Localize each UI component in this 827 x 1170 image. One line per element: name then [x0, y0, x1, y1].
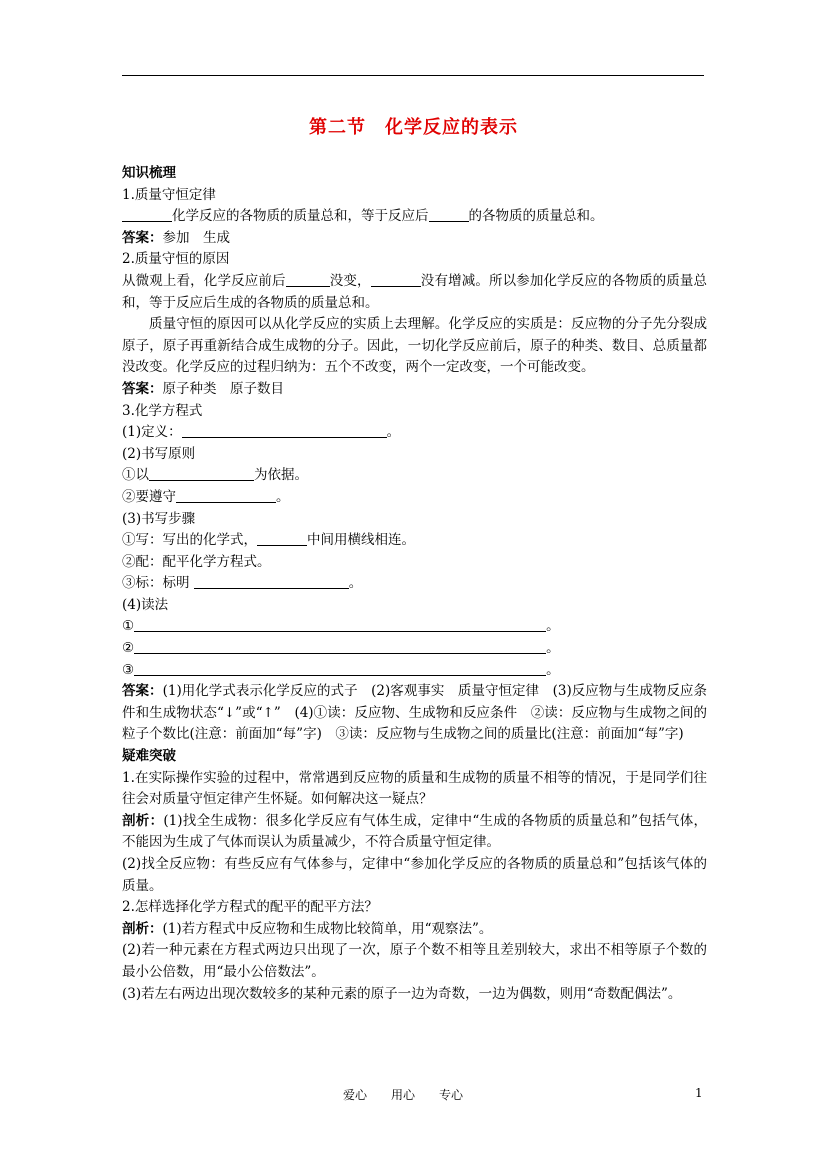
k3-heading: 3.化学方程式: [122, 402, 203, 419]
blank: [122, 207, 172, 222]
rule1-text-b: 为依据。: [254, 467, 308, 484]
k2-text-a: 从微观上看，化学反应前后: [122, 272, 286, 289]
analysis-label: 剖析：: [122, 920, 163, 937]
footer-motto: 爱心 用心 专心: [343, 1088, 464, 1102]
k1-heading: 1.质量守恒定律: [122, 186, 216, 203]
blank: [429, 207, 469, 222]
period: 。: [546, 618, 560, 635]
section-heading-knowledge: 知识梳理: [122, 165, 176, 181]
blank: [286, 272, 330, 287]
d2-analysis-1: [122, 919, 707, 941]
rule1-text-a: ①以: [122, 467, 149, 484]
d2-analysis-3: (3)若左右两边出现次数较多的某种元素的原子一边为奇数，一边为偶数，则用“奇数配偶法”。: [122, 985, 682, 1002]
period: 。: [546, 640, 560, 657]
blank: [176, 488, 276, 503]
k3-read3: [122, 660, 707, 682]
blank: [257, 531, 307, 546]
blank: [134, 639, 546, 654]
document-body: [122, 163, 707, 1005]
d1-analysis-2: (2)找全反应物：有些反应有气体参与，定律中“参加化学反应的各物质的质量总和”包括该气体的质量。: [122, 856, 707, 894]
k2-text-c: 没有增减。所以参加化学反应的各物质的质量总和，等于反应后生成的各物质的质量总和。: [122, 272, 708, 311]
k3-step3: [122, 573, 707, 595]
answer-label: 答案：: [122, 380, 163, 397]
page-number: 1: [695, 1086, 703, 1100]
k2-heading: 2.质量守恒的原因: [122, 251, 230, 268]
k1-answer: [122, 228, 707, 250]
k3-step1: [122, 530, 707, 552]
k3-steps: (3)书写步骤: [122, 510, 196, 527]
read1-marker: ①: [122, 618, 135, 635]
header-rule: [122, 75, 704, 76]
k3-rule2: [122, 487, 707, 509]
analysis-label: 剖析：: [122, 812, 164, 829]
d2-question: 2.怎样选择化学方程式的配平的配平方法？: [122, 899, 378, 916]
analysis-text: (1)若方程式中反应物和生成物比较简单，用“观察法”。: [162, 920, 493, 937]
k3-read: (4)读法: [122, 596, 169, 613]
k3-step2: ②配：配平化学方程式。: [122, 553, 271, 570]
k2-paragraph: 质量守恒的原因可以从化学反应的实质上去理解。化学反应的实质是：反应物的分子先分裂成原子，原子再重新结合成生成物的分子。因此，一切化学反应前后，原子的种类、数目、总质量都没改变。化学反应的过程归纳为：五个不改变，两个一定改变，一个可能改变。: [122, 316, 707, 376]
k3-read2: [122, 638, 707, 660]
k2-answer: [122, 379, 707, 401]
blank: [134, 661, 546, 676]
blank: [371, 272, 421, 287]
section-heading-difficult: 疑难突破: [122, 748, 176, 765]
k3-def-label: (1)定义：: [122, 424, 182, 441]
period: 。: [348, 575, 363, 592]
blank: [182, 423, 387, 438]
d2-analysis-2: (2)若一种元素在方程式两边只出现了一次，原子个数不相等且差别较大，求出不相等原子个数的最小公倍数，用“最小公倍数法”。: [122, 942, 707, 980]
answer-label: 答案：: [122, 683, 163, 700]
k2-statement: [122, 271, 707, 314]
step3-text-a: ③标：标明: [122, 575, 194, 592]
answer-text: (1)用化学式表示化学反应的式子 (2)客观事实 质量守恒定律 (3)反应物与生成物反应条件和生成物状态“↓”或“↑” (4)①读：反应物、生成物和反应条件 ②读：反应物与生成物之间的粒子个数比(注意：前面加“每”字) ③读：反应物与生成物之间的质量比(注意：前面加“每”字): [122, 683, 708, 743]
answer-label: 答案：: [122, 229, 163, 246]
answer-text: 原子种类 原子数目: [162, 380, 284, 397]
answer-text: 参加 生成: [162, 229, 230, 246]
d1-analysis-1: [122, 811, 707, 854]
k1-statement: [122, 206, 707, 228]
k2-text-b: 没变，: [329, 272, 371, 289]
period: 。: [386, 424, 401, 441]
k1-text-a: 化学反应的各物质的质量总和，等于反应后: [172, 208, 429, 225]
step1-text-b: 中间用横线相连。: [307, 532, 415, 549]
k3-read1: [122, 616, 707, 638]
blank: [134, 617, 546, 632]
period: 。: [276, 488, 290, 505]
step1-text-a: ①写：写出的化学式，: [122, 532, 257, 549]
page-title: 第二节 化学反应的表示: [309, 117, 518, 138]
k3-answer: [122, 681, 707, 746]
k3-rules: (2)书写原则: [122, 445, 196, 462]
d1-question: 1.在实际操作实验的过程中，常常遇到反应物的质量和生成物的质量不相等的情况，于是同学们往往会对质量守恒定律产生怀疑。如何解决这一疑点？: [122, 769, 707, 808]
k3-definition: [122, 422, 707, 444]
k3-rule1: [122, 465, 707, 487]
k1-text-b: 的各物质的质量总和。: [468, 208, 604, 225]
read2-marker: ②: [122, 640, 135, 657]
rule2-text-a: ②要遵守: [122, 488, 176, 505]
blank: [149, 466, 254, 481]
blank: [194, 574, 349, 589]
period: 。: [546, 661, 560, 678]
analysis-text: (1)找全生成物：很多化学反应有气体生成，定律中“生成的各物质的质量总和”包括气体，不能因为生成了气体而误认为质量减少，不符合质量守恒定律。: [122, 812, 708, 851]
read3-marker: ③: [122, 661, 135, 678]
